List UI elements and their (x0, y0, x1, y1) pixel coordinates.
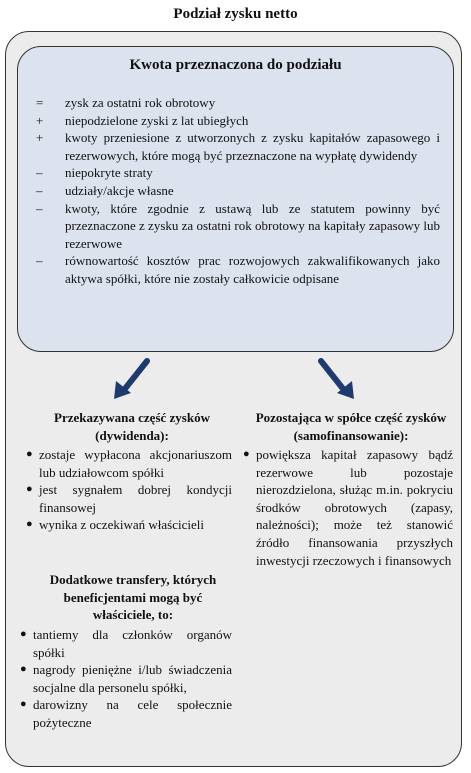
formula-operator: = (36, 95, 44, 110)
formula-operator: – (36, 200, 43, 216)
formula-item (34, 182, 440, 200)
list-item: ● powiększa kapitał zapasowy bądź rezerwowe lub pozostaje nierozdzielona, służąc m.in. pokryciu środków obrotowych (zapasy, należności); może też stanowić źródło finansowania przyszłych inwestycji rzeczowych i finansowych (243, 447, 453, 568)
transfers-list (20, 626, 232, 732)
list-item: ● jest sygnałem dobrej kondycji finansowej (26, 482, 232, 515)
list-item: ● zostaje wypłacona akcjonariuszom lub udziałowcom spółki (26, 447, 232, 480)
formula-text: kwoty, które zgodnie z ustawą lub ze statutem powinny być przeznaczone z zysku za ostatni rok obrotowy na kapitały zapasowy lub rezerwowe (65, 200, 440, 251)
formula-text: niepokryte straty (65, 165, 153, 181)
self-financing-heading: Pozostająca w spółce część zysków (samofinansowanie): (255, 410, 447, 443)
formula-operator: + (36, 112, 44, 128)
page-title: Podział zysku netto (173, 6, 298, 22)
formula-operator: – (36, 253, 43, 269)
dividend-list (26, 446, 232, 534)
list-item: ● darowizny na cele społecznie pożyteczne (20, 697, 232, 730)
formula-text: udziały/akcje własne (65, 182, 174, 198)
formula-operator: + (36, 130, 44, 146)
formula-item (34, 252, 440, 287)
list-item: ● tantiemy dla członków organów spółki (20, 627, 232, 660)
formula-list (34, 94, 440, 288)
formula-item (34, 94, 440, 112)
arrow-down-left-icon (112, 356, 154, 402)
list-item: ● nagrody pieniężne i/lub świadczenia socjalne dla personelu spółki, (20, 662, 232, 695)
formula-operator: – (36, 165, 43, 181)
list-item: ● wynika z oczekiwań właścicieli (26, 517, 204, 533)
formula-text: zysk za ostatni rok obrotowy (65, 95, 216, 110)
self-financing-list (243, 446, 453, 569)
formula-text: równowartość kosztów prac rozwojowych zakwalifikowanych jako aktywa spółki, które nie zostały całkowicie odpisane (65, 253, 440, 286)
formula-text: kwoty przeniesione z utworzonych z zysku kapitałów zapasowego i rezerwowych, które mogą być przeznaczone na wypłatę dywidendy (65, 130, 440, 163)
formula-item (34, 112, 440, 130)
formula-item (34, 164, 440, 182)
dividend-heading: Przekazywana część zysków (dywidenda): (54, 410, 210, 443)
formula-operator: – (36, 182, 43, 198)
distribution-amount-heading: Kwota przeznaczona do podziału (129, 57, 342, 73)
formula-item (34, 129, 440, 164)
transfers-heading: Dodatkowe transfery, których beneficjentami mogą być właściciele, to: (49, 572, 217, 623)
formula-item (34, 200, 440, 253)
formula-text: niepodzielone zyski z lat ubiegłych (65, 112, 249, 128)
arrow-down-right-icon (314, 356, 356, 402)
